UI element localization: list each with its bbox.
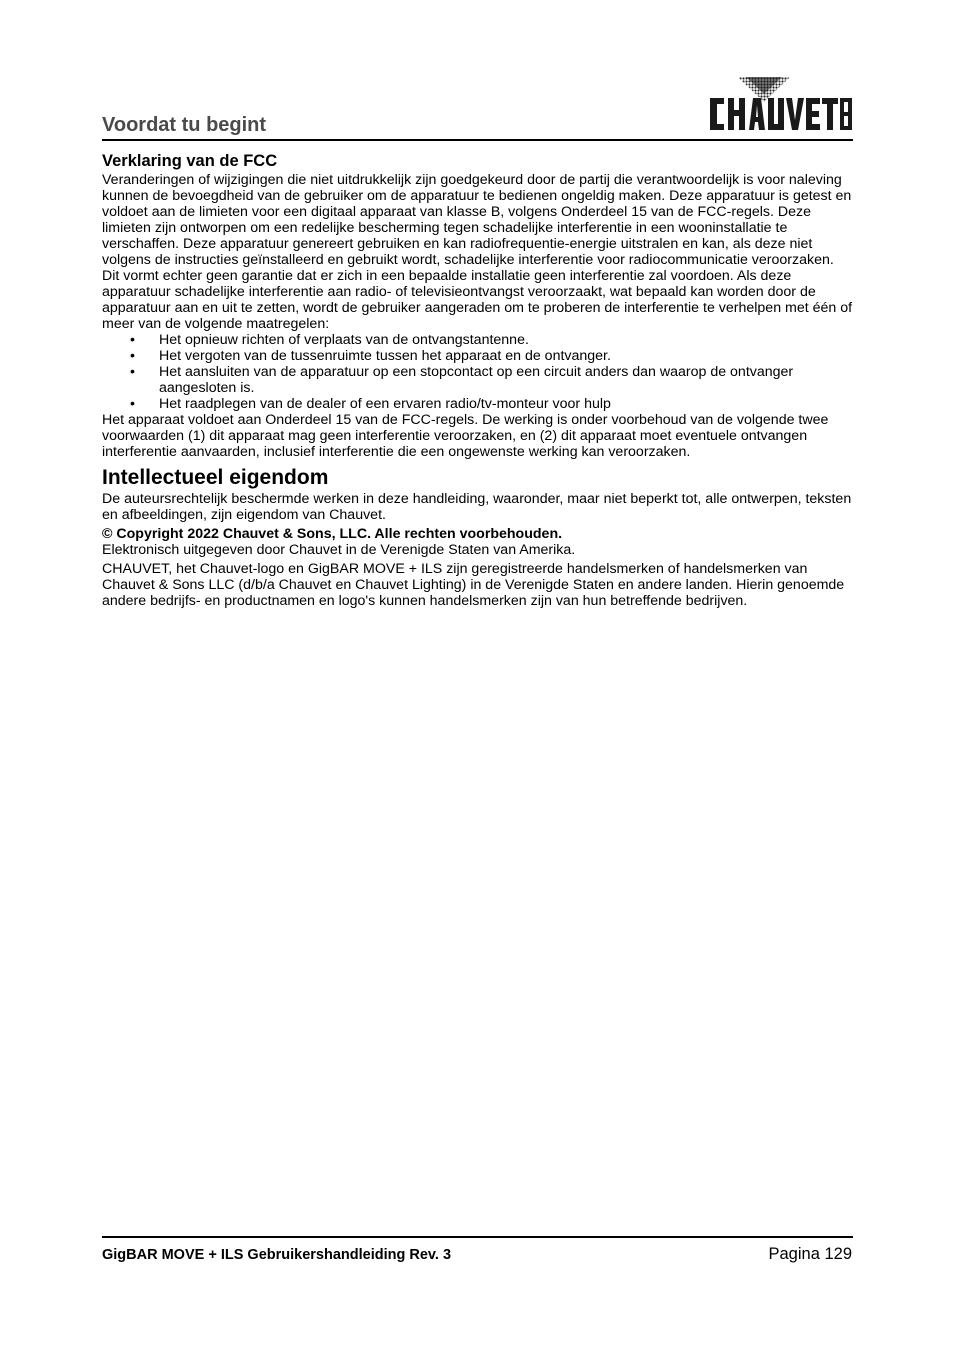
list-item	[102, 332, 853, 348]
bullet-icon: •	[130, 396, 135, 412]
trademark-notice: CHAUVET, het Chauvet-logo en GigBAR MOVE + ILS zijn geregistreerde handelsmerken of handelsmerken van Chauvet & Sons LLC (d/b/a Chauvet en Chauvet Lighting) in de Verenigde Staten en andere landen. Hierin genoemde andere bedrijfs- en productnamen en logo's kunnen handelsmerken zijn van hun betreffende bedrijven.	[102, 561, 845, 609]
fcc-paragraph-2: Het apparaat voldoet aan Onderdeel 15 van de FCC-regels. De werking is onder voorbehoud van de volgende twee voorwaarden (1) dit apparaat mag geen interferentie veroorzaken, en (2) dit apparaat moet eventuele ontvangen interferentie aanvaarden, inclusief interferentie die een ongewenste werking kan veroorzaken.	[102, 412, 829, 460]
fcc-paragraph-1: Veranderingen of wijzigingen die niet uitdrukkelijk zijn goedgekeurd door de partij die verantwoordelijk is voor naleving kunnen de bevoegdheid van de gebruiker om de apparatuur te bedienen ongeldig maken. Deze apparatuur is getest en voldoet aan de limieten voor een digitaal apparaat van klasse B, volgens Onderdeel 15 van de FCC-regels. Deze limieten zijn ontworpen om een redelijke bescherming tegen schadelijke interferentie in een wooninstallatie te verschaffen. Deze apparatuur genereert gebruiken en kan radiofrequentie-energie uitstralen en kan, als deze niet volgens de instructies geïnstalleerd en gebruikt wordt, schadelijke interferentie voor radiocommunicatie veroorzaken. Dit vormt echter geen garantie dat er zich in een bepaalde installatie geen interferentie zal voordoen. Als deze apparatuur schadelijke interferentie aan radio- of televisieontvangst veroorzaakt, wat bepaald kan worden door de apparatuur aan en uit te zetten, wordt de gebruiker aangeraden om te proberen de interferentie te verhelpen met één of meer van de volgende maatregelen:	[102, 172, 853, 332]
section-title: Voordat tu begint	[102, 114, 267, 136]
list-item-text: Het opnieuw richten of verplaats van de ontvangstantenne.	[159, 332, 529, 348]
ip-paragraph-1: De auteursrechtelijk beschermde werken in deze handleiding, waaronder, maar niet beperkt tot, alle ontwerpen, teksten en afbeeldingen, zijn eigendom van Chauvet.	[102, 491, 852, 523]
list-item-text: Het aansluiten van de apparatuur op een stopcontact op een circuit anders dan waarop de ontvanger aangesloten is.	[159, 364, 794, 396]
manual-title: GigBAR MOVE + ILS Gebruikershandleiding Rev. 3	[102, 1247, 452, 1263]
bullet-icon: •	[130, 348, 135, 364]
published-notice: Elektronisch uitgegeven door Chauvet in de Verenigde Staten van Amerika.	[102, 542, 576, 558]
list-item	[102, 396, 853, 412]
header-divider	[102, 139, 853, 141]
footer-divider	[102, 1236, 853, 1238]
list-item	[102, 348, 853, 364]
list-item	[102, 364, 853, 396]
bullet-icon: •	[130, 364, 135, 380]
chauvet-dj-logo	[706, 74, 854, 138]
page-number: Pagina 129	[768, 1245, 852, 1263]
list-item-text: Het raadplegen van de dealer of een ervaren radio/tv-monteur voor hulp	[159, 396, 611, 412]
bullet-icon: •	[130, 332, 135, 348]
fcc-measures-list	[102, 332, 853, 412]
logo-graphic	[706, 74, 854, 138]
copyright-notice: © Copyright 2022 Chauvet & Sons, LLC. Alle rechten voorbehouden.	[102, 526, 563, 542]
fcc-heading: Verklaring van de FCC	[102, 152, 278, 170]
ip-heading: Intellectueel eigendom	[102, 466, 329, 489]
page-content	[102, 150, 853, 609]
list-item-text: Het vergoten van de tussenruimte tussen het apparaat en de ontvanger.	[159, 348, 611, 364]
